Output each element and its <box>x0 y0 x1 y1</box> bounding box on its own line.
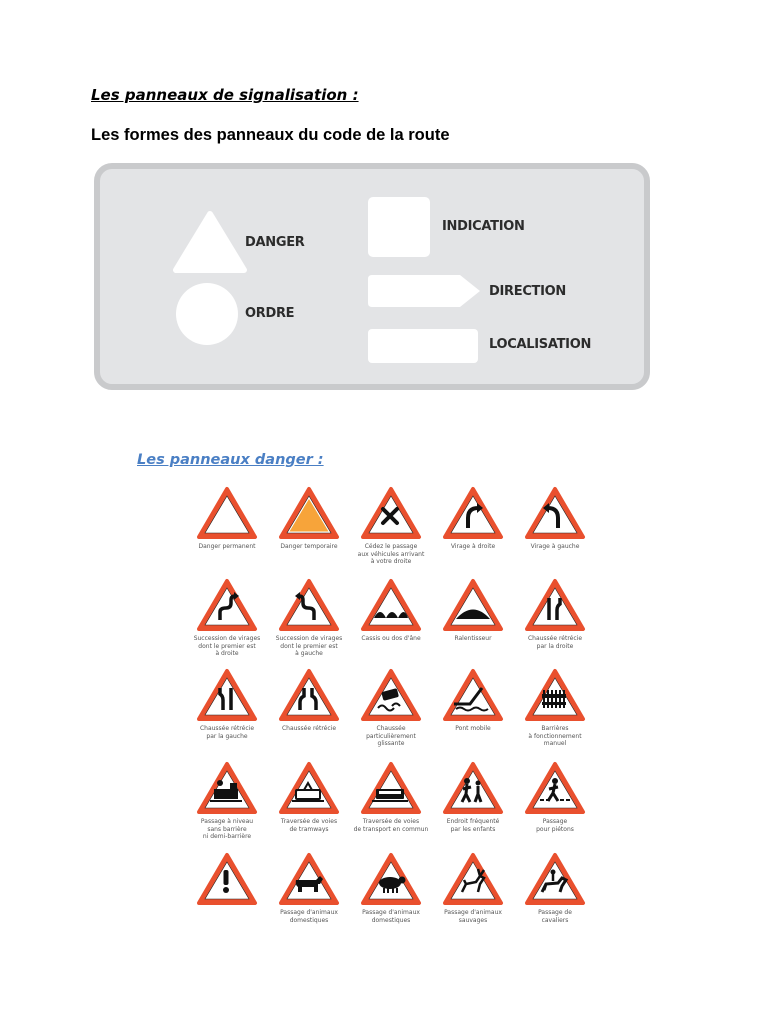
danger-sign-train <box>185 761 269 841</box>
label-localisation: LOCALISATION <box>489 337 592 352</box>
sign-caption: Passage d'animaux domestiques <box>362 909 420 924</box>
document-subtitle: Les formes des panneaux du code de la route <box>91 126 450 144</box>
danger-sign-children <box>431 761 515 833</box>
indication-square-shape <box>368 197 430 257</box>
train-icon <box>196 761 258 815</box>
narrow-left-icon <box>196 668 258 722</box>
sign-caption: Virage à droite <box>450 543 496 550</box>
tram-icon <box>278 761 340 815</box>
sign-caption: Passage à niveau sans barrière ni demi-barrière <box>200 818 254 840</box>
zigzag-right-icon <box>196 578 258 632</box>
sign-caption: Ralentisseur <box>454 635 492 642</box>
danger-sign-sheep <box>349 852 433 924</box>
danger-sign-deer <box>431 852 515 924</box>
cow-icon <box>278 852 340 906</box>
localisation-rect-shape <box>368 329 478 363</box>
sign-caption: Danger temporaire <box>280 543 338 550</box>
sign-caption: Pont mobile <box>455 725 491 732</box>
blank-triangle-icon <box>278 486 340 540</box>
slippery-car-icon <box>360 668 422 722</box>
danger-triangle-shape <box>176 214 244 270</box>
danger-sign-narrow-right <box>513 578 597 650</box>
label-ordre: ORDRE <box>245 306 295 321</box>
danger-sign-horse-rider <box>513 852 597 924</box>
pedestrian-icon <box>524 761 586 815</box>
exclamation-icon <box>196 852 258 906</box>
deer-icon <box>442 852 504 906</box>
sign-caption: Danger permanent <box>198 543 256 550</box>
danger-sign-blank-triangle <box>185 486 269 551</box>
danger-sign-blank-triangle <box>267 486 351 551</box>
barrier-icon <box>524 668 586 722</box>
sign-caption: Passage d'animaux domestiques <box>280 909 338 924</box>
danger-sign-pedestrian <box>513 761 597 833</box>
sign-caption: Barrières à fonctionnement manuel <box>528 725 582 747</box>
danger-sign-curve-left <box>513 486 597 551</box>
direction-arrow-shape <box>368 275 480 307</box>
narrow-both-icon <box>278 668 340 722</box>
sign-caption: Traversée de voies de transport en commun <box>353 818 429 833</box>
sign-caption: Succession de virages dont le premier est à gauche <box>275 635 343 657</box>
movable-bridge-icon <box>442 668 504 722</box>
danger-sign-cow <box>267 852 351 924</box>
danger-sign-barrier <box>513 668 597 748</box>
danger-sign-movable-bridge <box>431 668 515 733</box>
danger-sign-zigzag-right <box>185 578 269 658</box>
curve-right-icon <box>442 486 504 540</box>
sign-caption: Endroit fréquenté par les enfants <box>446 818 500 833</box>
danger-sign-exclamation <box>185 852 269 909</box>
sign-caption: Succession de virages dont le premier est à droite <box>193 635 261 657</box>
danger-sign-curve-right <box>431 486 515 551</box>
danger-sign-speed-bump <box>431 578 515 643</box>
ordre-circle-shape <box>176 283 238 345</box>
sign-caption: Chaussée rétrécie par la droite <box>527 635 583 650</box>
sign-caption: Cassis ou dos d'âne <box>361 635 421 642</box>
cross-icon <box>360 486 422 540</box>
curve-left-icon <box>524 486 586 540</box>
label-direction: DIRECTION <box>489 284 566 299</box>
sign-caption: Traversée de voies de tramways <box>280 818 338 833</box>
sign-caption: Cédez le passage aux véhicules arrivant à votre droite <box>357 543 425 565</box>
sheep-icon <box>360 852 422 906</box>
sign-caption: Passage de cavaliers <box>538 909 572 924</box>
section-title-danger: Les panneaux danger : <box>137 452 324 468</box>
speed-bump-icon <box>442 578 504 632</box>
danger-sign-narrow-both <box>267 668 351 733</box>
children-icon <box>442 761 504 815</box>
document-title: Les panneaux de signalisation : <box>91 86 359 104</box>
danger-sign-zigzag-left <box>267 578 351 658</box>
horse-rider-icon <box>524 852 586 906</box>
sign-caption: Chaussée rétrécie <box>281 725 337 732</box>
label-danger: DANGER <box>245 235 305 250</box>
zigzag-left-icon <box>278 578 340 632</box>
narrow-right-icon <box>524 578 586 632</box>
sign-caption: Passage d'animaux sauvages <box>444 909 502 924</box>
danger-sign-tram <box>267 761 351 833</box>
sign-caption: Passage pour piétons <box>536 818 574 833</box>
danger-sign-cross <box>349 486 433 566</box>
bumps-icon <box>360 578 422 632</box>
sign-caption: Chaussée particulièrement glissante <box>366 725 416 747</box>
label-indication: INDICATION <box>442 219 525 234</box>
danger-sign-bumps <box>349 578 433 643</box>
blank-triangle-icon <box>196 486 258 540</box>
sign-shapes-panel <box>94 163 650 390</box>
bus-icon <box>360 761 422 815</box>
sign-caption: Chaussée rétrécie par la gauche <box>199 725 255 740</box>
sign-caption: Virage à gauche <box>530 543 580 550</box>
danger-sign-narrow-left <box>185 668 269 740</box>
danger-sign-bus <box>349 761 433 833</box>
danger-sign-slippery-car <box>349 668 433 748</box>
